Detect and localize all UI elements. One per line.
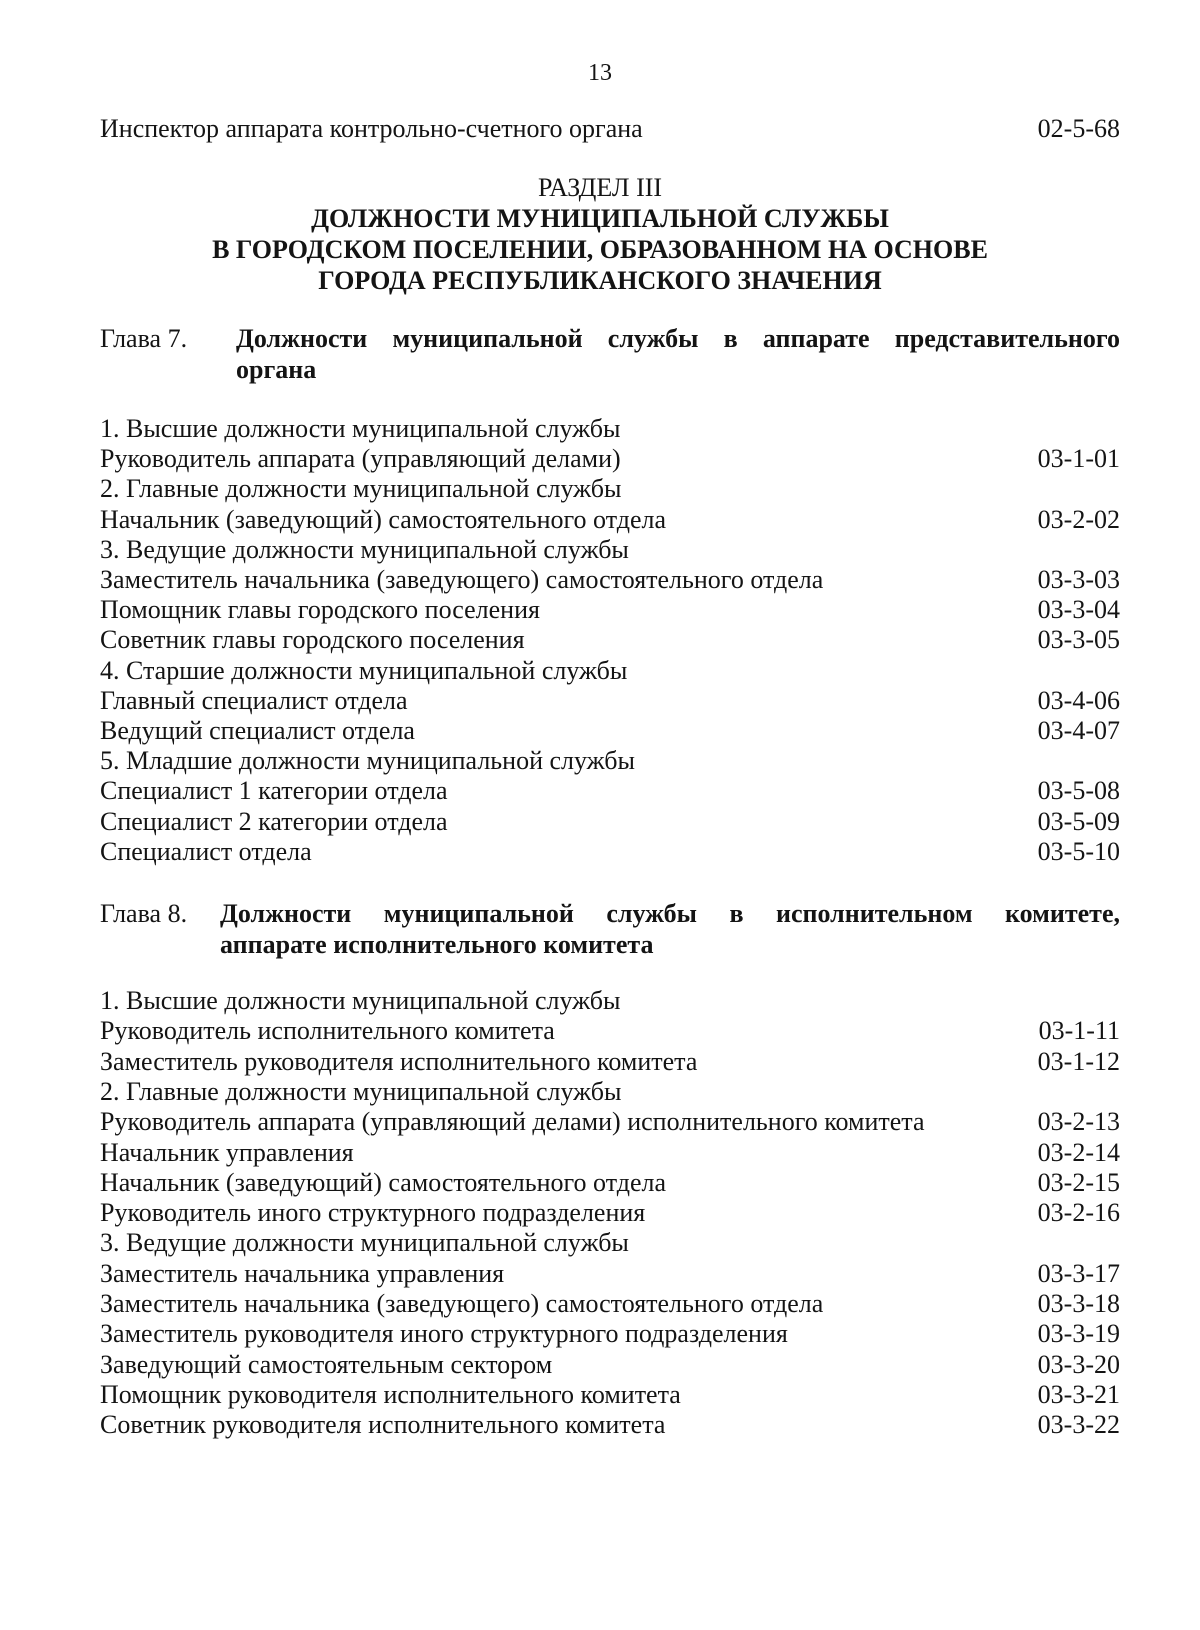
list-item <box>100 1167 1120 1198</box>
position-label: Руководитель исполнительного комитета <box>100 1016 555 1046</box>
list-item <box>100 1258 1120 1289</box>
position-label: 5. Младшие должности муниципальной службы <box>100 746 635 776</box>
position-code: 03-5-09 <box>1037 806 1120 836</box>
position-code: 03-3-18 <box>1037 1289 1120 1318</box>
position-code: 03-4-07 <box>1037 716 1120 745</box>
list-item <box>100 594 1120 625</box>
position-code: 03-2-15 <box>1037 1167 1120 1197</box>
position-label: Главный специалист отдела <box>100 685 408 715</box>
list-item <box>100 443 1120 474</box>
chapter-title-line: органа <box>236 355 317 384</box>
chapter-title-line: аппарате исполнительного комитета <box>220 930 654 959</box>
list-item <box>100 1046 1120 1077</box>
position-label: Начальник (заведующий) самостоятельного отдела <box>100 1167 667 1197</box>
page-number: 13 <box>588 60 612 86</box>
list-item <box>100 1409 1120 1440</box>
list-item <box>100 624 1120 655</box>
position-label: Помощник главы городского поселения <box>100 595 540 625</box>
top-item-row <box>100 113 1120 144</box>
position-code: 03-3-21 <box>1037 1379 1120 1409</box>
list-item <box>100 745 1120 776</box>
section-heading <box>0 172 1200 296</box>
position-label: Руководитель аппарата (управляющий делами) <box>100 444 621 474</box>
position-label: Заместитель руководителя исполнительного комитета <box>100 1046 698 1076</box>
list-item <box>100 413 1120 444</box>
list-item <box>100 473 1120 504</box>
chapter-title <box>236 323 1120 385</box>
list-item <box>100 1379 1120 1410</box>
position-label: Руководитель аппарата (управляющий делами) исполнительного комитета <box>100 1107 925 1137</box>
position-code: 02-5-68 <box>1037 114 1120 143</box>
list-item <box>100 836 1120 867</box>
chapter-title-line: Должности муниципальной службы в аппарате представительного <box>236 324 1120 353</box>
position-code: 03-3-03 <box>1037 565 1120 594</box>
list-item <box>100 1288 1120 1319</box>
list-item <box>100 504 1120 535</box>
chapter-8-heading <box>100 898 1120 960</box>
position-code: 03-5-08 <box>1037 776 1120 806</box>
position-label: Заместитель руководителя иного структурного подразделения <box>100 1319 788 1349</box>
position-label: 2. Главные должности муниципальной службы <box>100 474 622 504</box>
position-label: Советник главы городского поселения <box>100 625 525 655</box>
position-label: Специалист отдела <box>100 836 312 866</box>
position-code: 03-2-16 <box>1037 1198 1120 1228</box>
list-item <box>100 1318 1120 1349</box>
list-item <box>100 1227 1120 1258</box>
position-label: Специалист 1 категории отдела <box>100 776 448 806</box>
position-code: 03-3-17 <box>1037 1258 1120 1288</box>
section-heading-line: В ГОРОДСКОМ ПОСЕЛЕНИИ, ОБРАЗОВАННОМ НА ОСНОВЕ <box>212 235 988 264</box>
position-code: 03-5-10 <box>1037 836 1120 866</box>
list-item <box>100 1015 1120 1046</box>
list-item <box>100 564 1120 595</box>
position-code: 03-2-13 <box>1037 1107 1120 1137</box>
position-code: 03-4-06 <box>1037 685 1120 715</box>
list-item <box>100 1349 1120 1380</box>
position-code: 03-3-22 <box>1037 1410 1120 1440</box>
position-label: Заместитель начальника управления <box>100 1258 505 1288</box>
section-title: РАЗДЕЛ III <box>537 173 663 202</box>
position-label: Начальник управления <box>100 1137 354 1167</box>
list-item <box>100 715 1120 746</box>
position-label: Инспектор аппарата контрольно-счетного органа <box>100 114 643 143</box>
list-item <box>100 1197 1120 1228</box>
list-item <box>100 985 1120 1016</box>
position-label: Специалист 2 категории отдела <box>100 806 448 836</box>
position-label: Начальник (заведующий) самостоятельного отдела <box>100 504 667 534</box>
chapter-title-line: Должности муниципальной службы в исполнительном комитете, <box>220 899 1120 928</box>
position-label: Помощник руководителя исполнительного комитета <box>100 1379 681 1409</box>
position-code: 03-3-20 <box>1037 1349 1120 1379</box>
position-label: Руководитель иного структурного подразделения <box>100 1198 646 1228</box>
chapter-label: Глава 8. <box>100 899 188 928</box>
position-label: Ведущий специалист отдела <box>100 716 415 745</box>
position-code: 03-3-04 <box>1037 595 1120 625</box>
position-label: 1. Высшие должности муниципальной службы <box>100 986 621 1015</box>
list-item <box>100 775 1120 806</box>
position-code: 03-1-01 <box>1037 444 1120 474</box>
list-item <box>100 655 1120 686</box>
position-label: 1. Высшие должности муниципальной службы <box>100 414 621 443</box>
list-item <box>100 534 1120 565</box>
chapter-7-heading <box>100 323 1120 385</box>
list-item <box>100 1076 1120 1107</box>
position-label: Заместитель начальника (заведующего) самостоятельного отдела <box>100 1289 824 1318</box>
chapter-label: Глава 7. <box>100 324 188 353</box>
position-label: Советник руководителя исполнительного комитета <box>100 1410 666 1440</box>
position-label: Заведующий самостоятельным сектором <box>100 1349 553 1379</box>
list-item <box>100 1137 1120 1168</box>
position-code: 03-1-12 <box>1037 1046 1120 1076</box>
position-label: 4. Старшие должности муниципальной службы <box>100 655 628 685</box>
list-item <box>100 685 1120 716</box>
section-heading-line: ДОЛЖНОСТИ МУНИЦИПАЛЬНОЙ СЛУЖБЫ <box>311 204 889 233</box>
position-label: 2. Главные должности муниципальной службы <box>100 1076 622 1106</box>
position-code: 03-1-11 <box>1038 1016 1120 1046</box>
position-code: 03-3-05 <box>1037 625 1120 655</box>
position-code: 03-2-14 <box>1037 1137 1120 1167</box>
position-label: 3. Ведущие должности муниципальной службы <box>100 1228 629 1258</box>
chapter-title <box>220 898 1120 960</box>
position-label: Заместитель начальника (заведующего) самостоятельного отдела <box>100 565 824 594</box>
position-label: 3. Ведущие должности муниципальной службы <box>100 534 629 564</box>
position-code: 03-3-19 <box>1037 1319 1120 1349</box>
section-heading-line: ГОРОДА РЕСПУБЛИКАНСКОГО ЗНАЧЕНИЯ <box>318 266 882 295</box>
list-item <box>100 806 1120 837</box>
position-code: 03-2-02 <box>1037 504 1120 534</box>
list-item <box>100 1106 1120 1137</box>
